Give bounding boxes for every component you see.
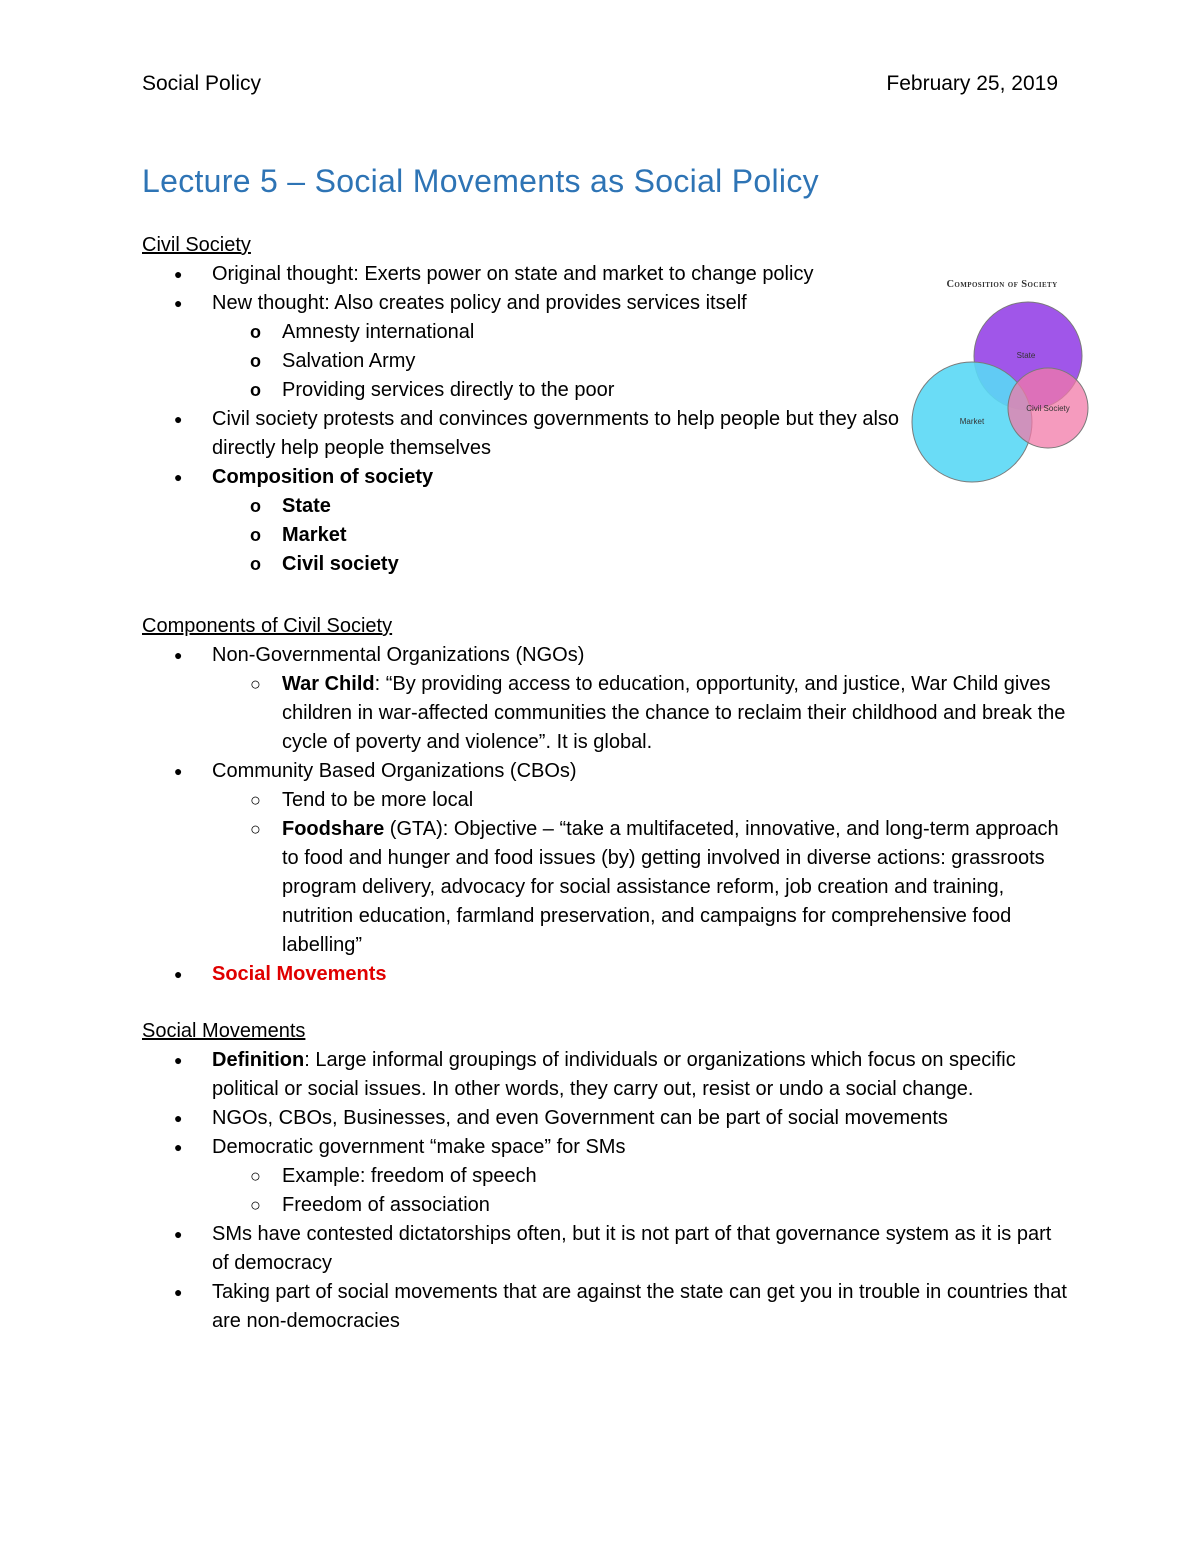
circle-bullet-icon: o	[250, 554, 261, 574]
item-label: War Child	[282, 673, 375, 695]
list-item	[142, 1191, 1072, 1220]
bullet-list	[142, 1046, 1072, 1336]
item-text: State	[282, 495, 331, 517]
bullet-icon: ●	[174, 1226, 183, 1242]
bullet-icon: ●	[174, 1284, 183, 1300]
list-item	[142, 641, 1072, 670]
item-text: Social Movements	[212, 963, 387, 985]
circle-bullet-icon: o	[250, 525, 261, 545]
circle-bullet-icon: ○	[250, 1195, 261, 1215]
item-text: Original thought: Exerts power on state and market to change policy	[212, 263, 814, 285]
bullet-icon: ●	[174, 763, 183, 779]
header-course: Social Policy	[142, 72, 262, 95]
page-title: Lecture 5 – Social Movements as Social Policy	[142, 163, 819, 199]
circle-bullet-icon: o	[250, 322, 261, 342]
item-label: Foodshare	[282, 818, 385, 840]
list-item	[142, 550, 1072, 579]
list-item	[142, 1046, 1072, 1104]
bullet-icon: ●	[174, 266, 183, 282]
list-item	[142, 670, 1072, 757]
item-text: NGOs, CBOs, Businesses, and even Government can be part of social movements	[212, 1107, 948, 1129]
header-date: February 25, 2019	[886, 72, 1058, 95]
market-label: Market	[959, 417, 985, 426]
item-text: New thought: Also creates policy and provides services itself	[212, 292, 747, 314]
circle-bullet-icon: o	[250, 351, 261, 371]
list-item	[142, 960, 1072, 989]
composition-of-society-diagram	[906, 270, 1098, 498]
list-item	[142, 1162, 1072, 1191]
item-text: Salvation Army	[282, 350, 416, 372]
list-item	[142, 757, 1072, 786]
item-text: Democratic government “make space” for SMs	[212, 1136, 626, 1158]
item-text: Providing services directly to the poor	[282, 379, 615, 401]
bullet-icon: ●	[174, 295, 183, 311]
item-text: Amnesty international	[282, 321, 475, 343]
item-text: : Large informal groupings of individuals or organizations which focus on specific political or social issues. In other words, they carry out, resist or undo a social change.	[212, 1049, 1016, 1100]
bullet-list	[142, 641, 1072, 989]
item-text: Freedom of association	[282, 1194, 490, 1216]
bullet-icon: ●	[174, 1052, 183, 1068]
list-item	[142, 786, 1072, 815]
section-heading: Components of Civil Society	[142, 615, 393, 637]
item-text: Taking part of social movements that are against the state can get you in trouble in countries that are non-democracies	[212, 1281, 1067, 1332]
item-text: Civil society protests and convinces governments to help people but they also directly help people themselves	[212, 408, 900, 459]
bullet-icon: ●	[174, 1139, 183, 1155]
item-text: : “By providing access to education, opportunity, and justice, War Child gives children in war-affected communities the chance to reclaim their childhood and break the cycle of poverty and violence”. It is global.	[282, 673, 1066, 753]
item-text: Community Based Organizations (CBOs)	[212, 760, 577, 782]
diagram-title: Composition of Society	[946, 279, 1058, 290]
bullet-icon: ●	[174, 1110, 183, 1126]
list-item	[142, 521, 1072, 550]
section-heading: Social Movements	[142, 1020, 306, 1042]
circle-bullet-icon: ○	[250, 1166, 261, 1186]
list-item	[142, 1278, 1072, 1336]
item-text: SMs have contested dictatorships often, but it is not part of that governance system as it is part of democracy	[212, 1223, 1052, 1274]
item-text: Non-Governmental Organizations (NGOs)	[212, 644, 585, 666]
list-item	[142, 1133, 1072, 1162]
bullet-icon: ●	[174, 469, 183, 485]
list-item	[142, 1104, 1072, 1133]
list-item	[142, 815, 1072, 960]
bullet-icon: ●	[174, 966, 183, 982]
item-label: Definition	[212, 1049, 305, 1071]
section-components	[142, 612, 1072, 989]
item-text: Civil society	[282, 553, 399, 575]
bullet-icon: ●	[174, 647, 183, 663]
item-text: Tend to be more local	[282, 789, 474, 811]
bullet-icon: ●	[174, 411, 183, 427]
civil-society-label: Civil Society	[1026, 404, 1070, 413]
item-text: Composition of society	[212, 466, 434, 488]
section-social-movements	[142, 1017, 1072, 1336]
item-text: Market	[282, 524, 347, 546]
list-item	[142, 1220, 1072, 1278]
list-item	[142, 405, 932, 463]
section-heading: Civil Society	[142, 234, 251, 256]
item-text: (GTA): Objective – “take a multifaceted, innovative, and long-term approach to food and hunger and food issues (by) getting involved in diverse actions: grassroots program delivery, advocacy for social assistance reform, job creation and training, nutrition education, farmland preservation, and campaigns for comprehensive food labelling”	[282, 818, 1059, 956]
circle-bullet-icon: ○	[250, 790, 261, 810]
state-label: State	[1016, 351, 1036, 360]
item-text: Example: freedom of speech	[282, 1165, 537, 1187]
circle-bullet-icon: o	[250, 380, 261, 400]
circle-bullet-icon: o	[250, 496, 261, 516]
circle-bullet-icon: ○	[250, 819, 261, 839]
circle-bullet-icon: ○	[250, 674, 261, 694]
